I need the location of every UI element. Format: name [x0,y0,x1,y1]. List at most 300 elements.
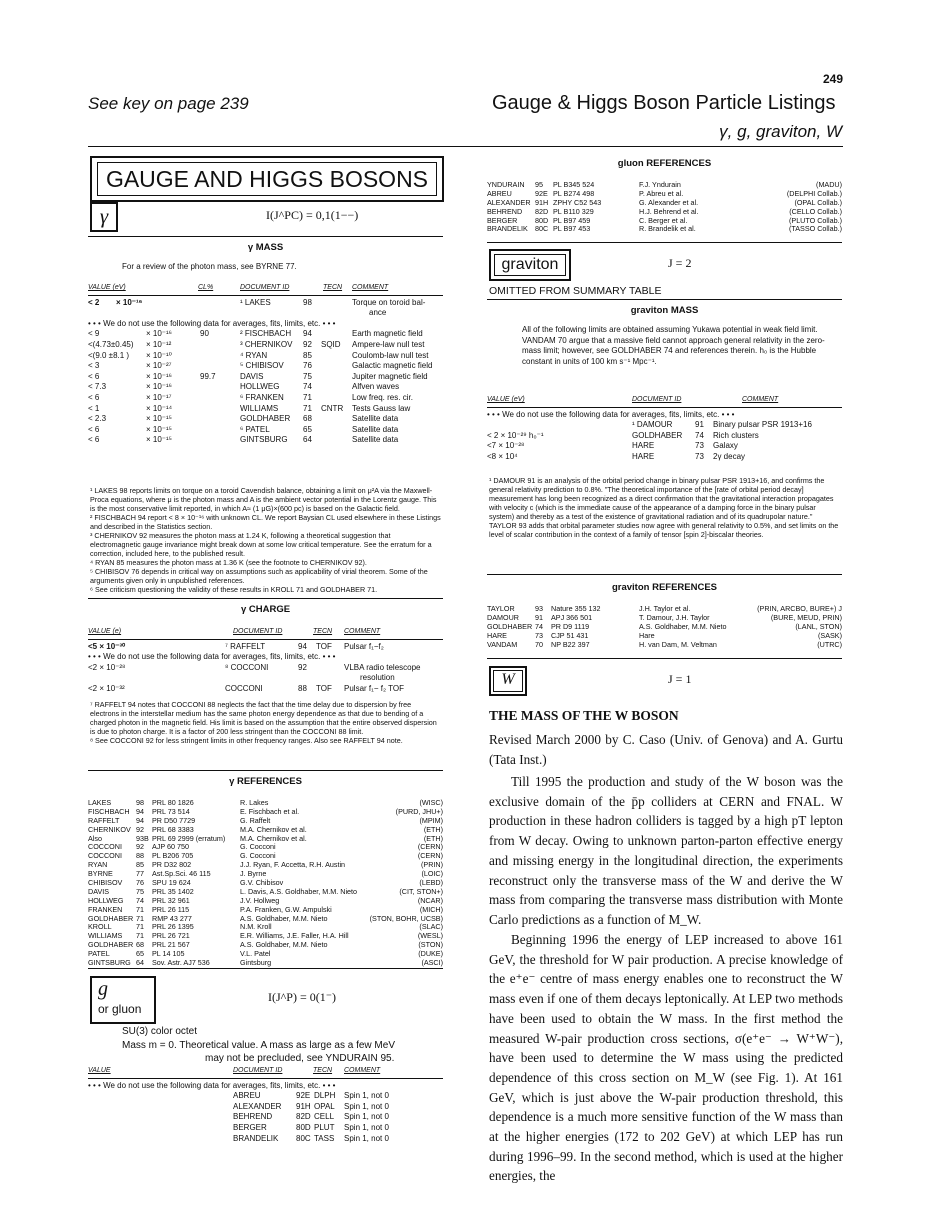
cell-value: < 3 [88,361,100,371]
reference-row [487,198,842,207]
table-row [88,308,443,319]
col-value: VALUE (eV) [88,284,126,291]
ref-institution: (PRIN) [421,860,443,870]
col-tecn: TECN [313,1067,333,1074]
cell-tecn: TOF [316,641,332,651]
ref-journal: PRL 80 1826 [152,798,194,807]
col-comment: COMMENT [344,628,381,635]
cell-doc: ⁸ COCCONI [225,662,269,672]
cell-tecn: OPAL [314,1101,335,1111]
photon-mass-intro: For a review of the photon mass, see BYRNE 77. [122,262,297,271]
table-row [88,361,443,372]
footnote: ² FISCHBACH 94 report < 8 × 10⁻¹⁶ with unknown CL. We report Baysian CL used elsewhere in these Listings and described in the Statistics section. [90,513,441,531]
reference-row [88,878,443,887]
cell-exp: × 10⁻¹⁰ [146,350,172,360]
ref-key: GOLDHABER [487,621,533,631]
dots-line [88,652,443,663]
graviton-mass-intro: All of the following limits are obtained assuming Yukawa potential in weak field limit. VANDAM 70 argue that a massive field cannot approach general relativity in the zero-mass limit; however, see GOLDHABER 74 and references therein. h₀ is the Hubble constant in units of 100 km s⁻¹ Mpc⁻¹. [522,325,825,366]
table-row [487,420,842,431]
photon-charge-footnotes [90,700,442,745]
cell-year: 74 [695,430,704,440]
ref-journal: PRL 26 721 [152,931,190,941]
ref-key: YNDURAIN [487,180,525,189]
reference-row [487,640,842,649]
table-row [88,414,443,425]
cell-doc: GINTSBURG [240,435,288,445]
reference-row [88,798,443,807]
see-key-note: See key on page 239 [88,94,249,113]
cell-year: 80D [296,1122,311,1132]
cell-exp: × 10⁻¹⁷ [146,392,172,402]
reference-row [88,887,443,896]
reference-row [88,905,443,914]
graviton-j: J = 2 [668,256,692,270]
gluon-symbol-box [90,976,156,1024]
ref-authors: P.A. Franken, G.W. Ampulski [240,904,332,914]
footnote: ³ CHERNIKOV 92 measures the photon mass at 1.24 K, following a theoretical suggestion that electromagnetic gauge invariance might break down at some low critical temperature. See the erratum for a correction, included here, to the published result. [90,531,432,558]
cell-doc: ⁷ RAFFELT [225,641,266,651]
ref-institution: (MICH) [419,904,443,914]
cell-comment: Galaxy [713,441,738,451]
ref-institution: (PRIN, ARCBO, BURE+) J [757,604,842,613]
ref-year: 73 [535,630,543,640]
ref-institution: (LANL, STON) [795,621,842,631]
col-tecn: TECN [323,284,343,291]
rule [487,407,842,408]
cell-value: < 2 [88,297,100,307]
ref-key: GOLDHABER [88,913,134,923]
ref-authors: E. Fischbach et al. [240,806,300,816]
cell-doc: GOLDHABER [240,414,291,424]
cell-comment: Spin 1, not 0 [344,1091,389,1101]
cell-comment: Pulsar f₁− f₂ TOF [344,683,404,693]
ref-journal: NP B22 397 [551,639,590,649]
col-value: VALUE (e) [88,628,122,635]
ref-institution: (SLAC) [419,922,443,932]
cell-exp: × 10⁻¹⁶ [146,382,172,392]
reference-row [487,613,842,622]
ref-institution: (MADU) [816,180,842,189]
cell-doc: ⁶ PATEL [240,424,270,434]
ref-institution: (WISC) [419,798,443,807]
rule [487,658,842,659]
gluon-refs-title: gluon REFERENCES [617,158,712,169]
ref-year: 80C [535,224,549,234]
graviton-mass-table [487,396,842,463]
ref-key: CHIBISOV [88,878,123,888]
cell-comment: Low freq. res. cir. [352,392,413,402]
dots-text: • • • We do not use the following data for averages, fits, limits, etc. • • • [88,1080,336,1090]
cell-doc: BERGER [233,1122,267,1132]
ref-journal: PR D50 7729 [152,815,196,825]
ref-institution: (PURD, JHU+) [395,806,443,816]
cell-year: 64 [303,435,312,445]
col-value: VALUE (eV) [487,396,525,403]
reference-row [88,834,443,843]
ref-key: PATEL [88,949,110,959]
ref-authors: C. Berger et al. [639,215,688,225]
running-subtitle: γ, g, graviton, W [719,122,842,141]
cell-value: < 6 [88,435,100,445]
ref-key: ALEXANDER [487,197,531,207]
table-row [88,404,443,415]
ref-year: 76 [136,878,144,888]
ref-journal: PL B110 329 [553,206,594,216]
ref-year: 91H [535,197,549,207]
table-row [88,393,443,404]
cell-value: <8 × 10⁴ [487,451,518,461]
table-row [88,435,443,446]
cell-year: 85 [303,350,312,360]
reference-row [88,825,443,834]
table-row [88,1112,443,1123]
rule [487,574,842,575]
cell-tecn: DLPH [314,1091,336,1101]
reference-row [88,816,443,825]
cell-value: <(4.73±0.45) [88,339,134,349]
cell-value: <5 × 10⁻³⁰ [88,641,126,651]
ref-authors: G. Cocconi [240,851,276,861]
reference-row [88,940,443,949]
ref-journal: ZPHY C52 543 [553,197,602,207]
ref-key: FRANKEN [88,904,123,914]
graviton-box [489,249,571,281]
ref-key: DAVIS [88,886,110,896]
cell-exp: × 10⁻¹⁶ [146,371,172,381]
rule [88,295,443,296]
running-title: Gauge & Higgs Boson Particle Listings [492,92,836,114]
gluon-symbol: g [98,978,108,1000]
ref-authors: F.J. Yndurain [639,180,681,189]
ref-journal: APJ 366 501 [551,612,593,622]
reference-row [487,189,842,198]
ref-institution: (DUKE) [418,949,443,959]
cell-tecn: CNTR [321,403,344,413]
table-row [88,1123,443,1134]
cell-comment: Rich clusters [713,430,759,440]
cell-year: 73 [695,441,704,451]
ref-authors: M.A. Chernikov et al. [240,824,307,834]
ref-journal: PRL 35 1402 [152,886,194,896]
ref-year: 70 [535,639,543,649]
cell-year: 94 [303,329,312,339]
cell-exp: × 10⁻¹⁵ [146,435,172,445]
col-tecn: TECN [313,628,333,635]
ref-institution: (CERN) [417,851,443,861]
rule [88,1078,443,1079]
ref-year: 88 [136,851,144,861]
cell-comment: 2γ decay [713,451,746,461]
cell-comment: Coulomb-law null test [352,350,429,360]
ref-authors: G. Cocconi [240,842,276,852]
gluon-symbol-sub: or gluon [98,1002,142,1016]
cell-year: 92 [303,339,312,349]
ref-year: 75 [136,886,144,896]
ref-authors: T. Damour, J.H. Taylor [639,612,710,622]
cell-comment: Spin 1, not 0 [344,1112,389,1122]
ref-year: 92 [136,842,144,852]
ref-year: 98 [136,798,144,807]
cell-comment: Pulsar f₁−f₂ [344,641,384,651]
graviton-rows [487,420,842,462]
ref-institution: (ASCI) [421,958,443,968]
cell-tecn: SQID [321,339,341,349]
cell-doc: ⁶ FRANKEN [240,392,284,402]
ref-year: 92 [136,824,144,834]
col-doc: DOCUMENT ID [233,1067,283,1074]
col-value: VALUE [88,1067,111,1074]
graviton-footnote: ¹ DAMOUR 91 is an analysis of the orbital period change in binary pulsar PSR 1913+16, and confirms the general relativity prediction to 0.8%. "The theoretical importance of the [rate of orbital period decay] measurement has long been recognized as a direct confirmation that the gravitational interaction propagates with velocity c (which is the immediate cause of the appearance of a damping force in the binary pulsar system) and thereby as a test of the existence of gravitational radiation and of its quadrupolar nature." TAYLOR 93 adds that orbital parameter studies now agree with general relativity to 0.5%, and set limits on the level of scalar contribution in the context of a family of tensor [spin 2]-biscalar theories. [489,476,839,539]
ref-key: FISCHBACH [88,806,130,816]
cell-year: 68 [303,414,312,424]
table-row [88,642,443,653]
ref-journal: PR D9 1119 [551,621,590,631]
ref-key: BYRNE [88,869,113,879]
cell-year: 65 [303,424,312,434]
ref-year: 80D [535,215,549,225]
ref-institution: (CELLO Collab.) [789,206,842,216]
ref-authors: R. Brandelik et al. [639,224,696,234]
cell-year: 88 [298,683,307,693]
dots-line [88,1081,443,1092]
graviton-omitted: OMITTED FROM SUMMARY TABLE [489,285,662,297]
ref-year: 71 [136,931,144,941]
cell-year: 76 [303,361,312,371]
cell-comment: Spin 1, not 0 [344,1122,389,1132]
ref-key: RAFFELT [88,815,120,825]
ref-institution: (STON) [418,940,443,950]
reference-row [88,860,443,869]
col-doc: DOCUMENT ID [233,628,283,635]
ref-journal: PRL 26 115 [152,904,190,914]
col-comment: COMMENT [352,284,389,291]
photon-refs-title: γ REFERENCES [229,776,302,787]
ref-key: VANDAM [487,639,518,649]
header-rule [88,146,843,147]
ref-institution: (CERN) [417,842,443,852]
ref-institution: (SASK) [818,630,842,640]
cell-cl: 90 [200,329,209,339]
reference-row [88,842,443,851]
reference-row [88,869,443,878]
cell-comment: Satellite data [352,435,399,445]
ref-authors: J.J. Ryan, F. Accetta, R.H. Austin [240,860,346,870]
cell-doc: HARE [632,441,655,451]
ref-key: COCCONI [88,851,122,861]
gluon-line-3: may not be precluded, see YNDURAIN 95. [205,1053,395,1064]
col-doc: DOCUMENT ID [632,396,682,403]
reference-row [88,851,443,860]
cell-value: < 6 [88,371,100,381]
ref-institution: (PLUTO Collab.) [789,215,842,225]
col-doc: DOCUMENT ID [240,284,290,291]
dots-line [88,319,443,330]
graviton-refs-list [487,604,842,648]
cell-doc: ⁴ RYAN [240,350,268,360]
ref-journal: SPU 19 624 [152,878,191,888]
ref-journal: RMP 43 277 [152,913,192,923]
ref-year: 77 [136,869,144,879]
cell-cl: 99.7 [200,371,216,381]
reference-row [487,216,842,225]
gluon-line-2: Mass m = 0. Theoretical value. A mass as large as a few MeV [122,1040,395,1051]
reference-row [88,949,443,958]
cell-exp: × 10⁻²⁷ [146,361,172,371]
ref-authors: G. Raffelt [240,815,271,825]
cell-exp: × 10⁻¹² [146,339,172,349]
cell-year: 92E [296,1091,311,1101]
cell-comment: VLBA radio telescope [344,662,421,672]
table-row [88,1134,443,1145]
dots-text: • • • We do not use the following data for averages, fits, limits, etc. • • • [487,409,735,419]
ref-authors: L. Davis, A.S. Goldhaber, M.M. Nieto [240,886,358,896]
ref-institution: (NCAR) [417,895,443,905]
cell-year: 82D [296,1112,311,1122]
ref-key: CHERNIKOV [88,824,131,834]
ref-year: 82D [535,206,549,216]
cell-tecn: TASS [314,1133,335,1143]
ref-year: 64 [136,958,144,968]
dots-text: • • • We do not use the following data for averages, fits, limits, etc. • • • [88,652,336,662]
ref-institution: (DELPHI Collab.) [786,188,842,198]
reference-row [487,224,842,233]
rule [88,968,443,969]
cell-comment: Earth magnetic field [352,329,423,339]
table-row [88,298,443,309]
ref-authors: J.H. Taylor et al. [639,604,691,613]
reference-row [88,896,443,905]
cell-doc: WILLIAMS [240,403,279,413]
cell-doc: HARE [632,451,655,461]
photon-charge-title: γ CHARGE [240,604,291,615]
table-row [88,663,443,674]
cell-value: < 1 [88,403,100,413]
cell-tecn: PLUT [314,1122,335,1132]
footnote: ⁸ See COCCONI 92 for less stringent limits in other frequency ranges. Also see RAFFELT 94 note. [90,736,403,745]
reference-row [487,622,842,631]
reference-row [88,922,443,931]
gluon-refs-list [487,180,842,233]
ref-authors: P. Abreu et al. [639,188,684,198]
ref-key: BEHREND [487,206,523,216]
ref-year: 93 [535,604,543,613]
table-row [88,372,443,383]
w-heading: THE MASS OF THE W BOSON [489,708,679,723]
photon-quantum-numbers: I(J^PC) = 0,1(1−−) [266,208,359,222]
footnote: ⁵ CHIBISOV 76 depends in critical way on assumptions such as applicability of virial theorem. Some of the arguments given only in unpublished references. [90,567,428,585]
cell-doc: ⁵ CHIBISOV [240,361,284,371]
cell-comment: Galactic magnetic field [352,361,433,371]
cell-value: <2 × 10⁻²⁸ [88,662,126,672]
cell-comment: Spin 1, not 0 [344,1133,389,1143]
cell-year: 94 [298,641,307,651]
cell-year: 91 [695,420,704,430]
photon-mass-title: γ MASS [247,242,284,253]
cell-comment: Tests Gauss law [352,403,411,413]
ref-authors: A.S. Goldhaber, M.M. Nieto [240,913,328,923]
gauge-heading: GAUGE AND HIGGS BOSONS [97,162,437,196]
cell-exp: × 10⁻¹⁵ [146,414,172,424]
cell-year: 71 [303,403,312,413]
ref-key: HARE [487,630,507,640]
cell-comment: Torque on toroid bal- [352,297,426,307]
table-row [88,1102,443,1113]
footnote: ¹ LAKES 98 reports limits on torque on a toroid Cavendish balance, obtaining a limit on μ²A via the Maxwell-Proca equations, where μ is the photon mass and A is the ambient vector potential in the Lorentz gauge. This is the most conservative limit reported, in which A≈ (1 μG)×(600 pc) is based on the Galactic field. [90,486,437,513]
cell-comment: Jupiter magnetic field [352,371,428,381]
ref-key: WILLIAMS [88,931,123,941]
ref-authors: A.S. Goldhaber, M.M. Nieto [639,621,727,631]
ref-journal: PRL 69 2999 (erratum) [152,833,226,843]
ref-authors: Hare [639,630,655,640]
cell-tecn: TOF [316,683,332,693]
cell-comment: Alfven waves [352,382,400,392]
ref-year: 71 [136,904,144,914]
cell-comment-cont: ance [369,308,387,318]
ref-year: 68 [136,940,144,950]
ref-key: KROLL [88,922,112,932]
footnote: ⁶ See criticism questioning the validity of these results in KROLL 71 and GOLDHABER 71. [90,585,378,594]
rule [88,598,443,599]
ref-authors: V.L. Patel [240,949,271,959]
ref-journal: PL B274 498 [553,188,595,198]
reference-row [88,958,443,967]
ref-key: ABREU [487,188,512,198]
w-j: J = 1 [668,672,692,686]
ref-authors: E.R. Williams, J.E. Faller, H.A. Hill [240,931,349,941]
ref-journal: PRL 73 514 [152,806,190,816]
ref-authors: R. Lakes [240,798,269,807]
ref-institution: (WESL) [417,931,443,941]
table-row [88,351,443,362]
w-box [489,666,527,696]
photon-charge-table [88,628,443,695]
col-cl: CL% [198,284,214,291]
ref-year: 95 [535,180,543,189]
ref-journal: PRL 68 3383 [152,824,194,834]
cell-year: 71 [303,392,312,402]
photon-mass-table [88,284,443,446]
gluon-table [88,1067,443,1144]
ref-institution: (MPIM) [419,815,443,825]
reference-row [487,180,842,189]
graviton-label: graviton [494,254,566,276]
cell-exp: × 10⁻¹⁶ [116,297,143,307]
ref-year: 94 [136,806,144,816]
cell-year: 92 [298,662,307,672]
col-comment: COMMENT [742,396,779,403]
cell-value: < 2.3 [88,414,107,424]
rule [88,770,443,771]
table-row [88,329,443,340]
cell-year: 98 [303,297,312,307]
ref-authors: J. Byrne [240,869,267,879]
gluon-rows [88,1091,443,1144]
ref-journal: Nature 355 132 [551,604,601,613]
cell-value: < 2 × 10⁻²⁹ h₀⁻¹ [487,430,544,440]
w-label: W [493,670,523,692]
ref-year: 71 [136,913,144,923]
gauge-heading-box [90,156,444,202]
footnote: ⁷ RAFFELT 94 notes that COCCONI 88 neglects the fact that the time delay due to dispersion by free electrons in the interstellar medium has the same photon energy dependence as that due to bending of a charged photon in the magnetic field. His limit is based on the assumption that the entire observed dispersion is due to photon charge. It is a factor of 200 less stringent than the COCCONI 88 limit. [90,700,437,736]
ref-authors: G.V. Chibisov [240,878,284,888]
cell-comment: Ampere-law null test [352,339,425,349]
cell-value: < 7.3 [88,382,107,392]
w-revised: Revised March 2000 by C. Caso (Univ. of Genova) and A. Gurtu (Tata Inst.) [489,732,843,767]
ref-authors: H. van Dam, M. Veltman [639,639,717,649]
ref-year: 65 [136,949,144,959]
table-row [88,1091,443,1102]
cell-value: <2 × 10⁻³² [88,683,125,693]
